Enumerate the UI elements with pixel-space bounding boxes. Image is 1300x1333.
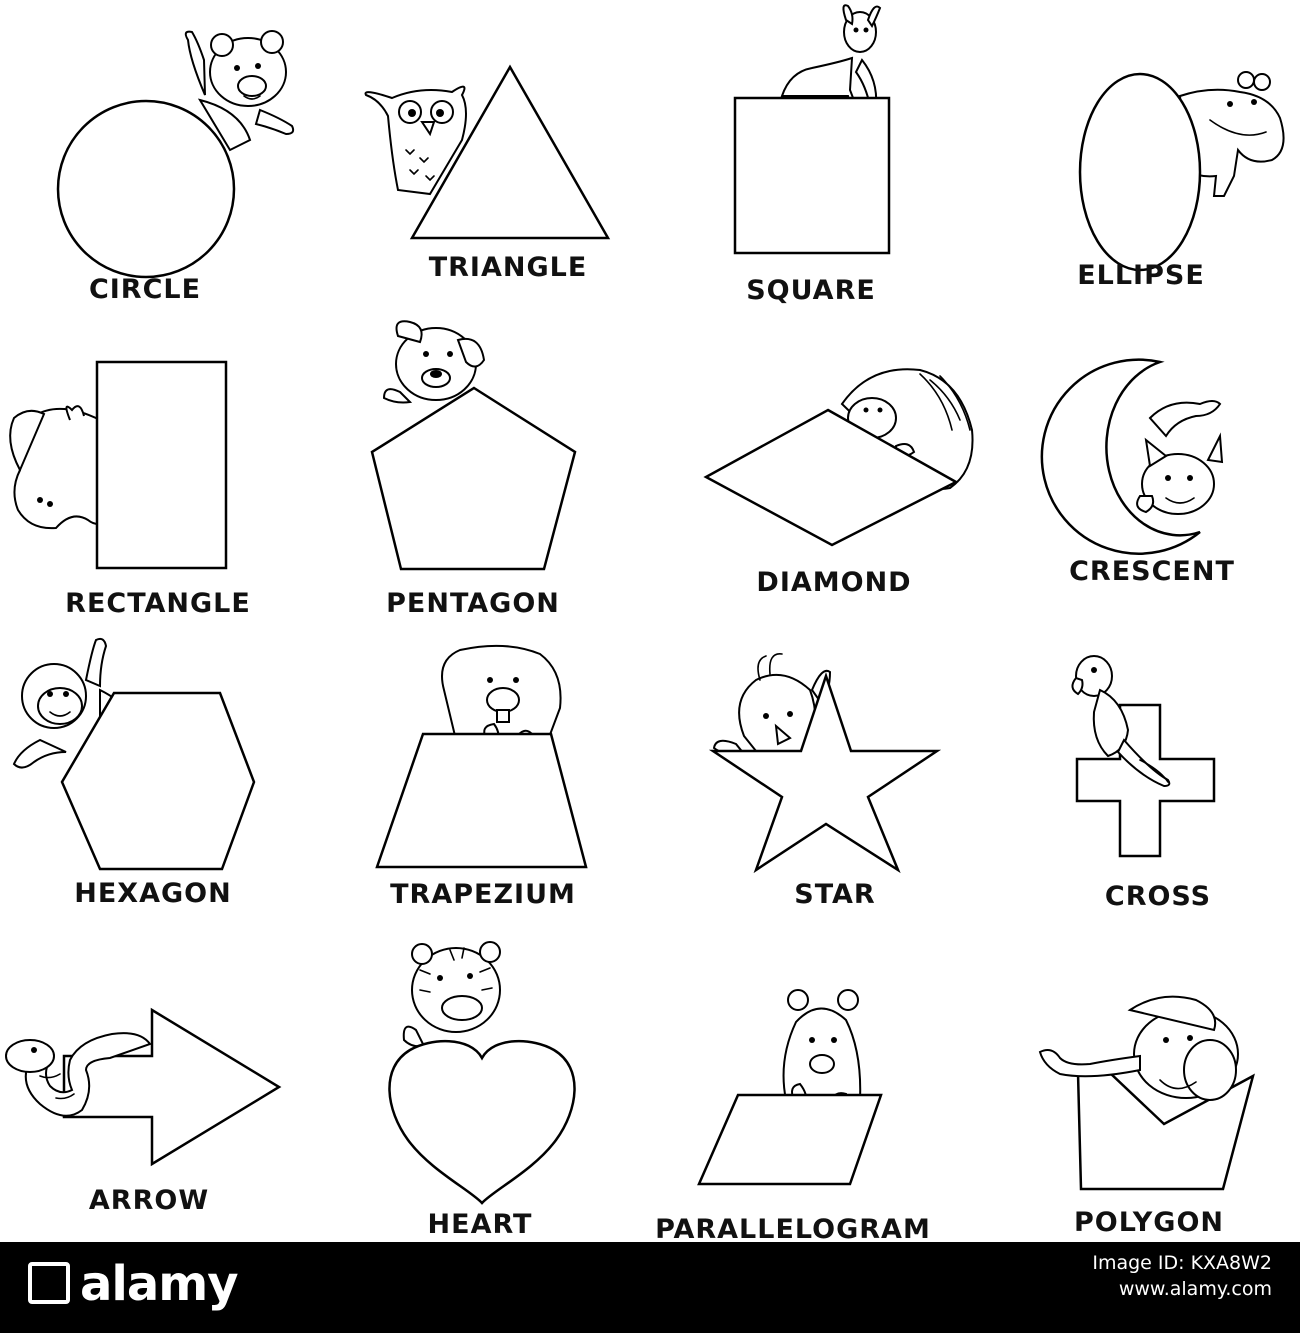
label-heart: HEART — [427, 1209, 533, 1240]
alamy-logo-text: alamy — [80, 1256, 238, 1312]
rectangle-shape — [97, 362, 226, 568]
label-square: SQUARE — [746, 275, 876, 306]
ellipse-shape — [1080, 74, 1200, 270]
pentagon-shape — [372, 388, 575, 569]
label-triangle: TRIANGLE — [428, 252, 588, 283]
tiger-illustration — [404, 942, 500, 1046]
label-hexagon: HEXAGON — [74, 878, 232, 909]
watermark-footer — [0, 1242, 1300, 1333]
alamy-logo-icon — [28, 1262, 70, 1304]
label-polygon: POLYGON — [1073, 1207, 1225, 1238]
arrow-shape — [64, 1010, 279, 1164]
label-ellipse: ELLIPSE — [1077, 260, 1205, 291]
beaver-illustration — [442, 646, 561, 742]
label-cross: CROSS — [1104, 881, 1212, 912]
hexagon-shape — [62, 693, 254, 869]
website-text: www.alamy.com — [1118, 1278, 1272, 1300]
square-shape — [735, 98, 889, 253]
trapezium-shape — [377, 734, 586, 867]
label-rectangle: RECTANGLE — [65, 588, 251, 619]
rat-illustration — [784, 990, 861, 1106]
cat-illustration — [1137, 401, 1222, 514]
label-pentagon: PENTAGON — [386, 588, 560, 619]
parallelogram-shape — [699, 1095, 881, 1184]
label-parallelogram: PARALLELOGRAM — [655, 1214, 931, 1242]
label-crescent: CRESCENT — [1069, 556, 1235, 587]
image-id-text: Image ID: KXA8W2 — [1092, 1252, 1272, 1274]
circle-shape — [58, 101, 234, 277]
label-arrow: ARROW — [88, 1185, 210, 1216]
label-star: STAR — [794, 879, 876, 910]
alamy-logo — [28, 1256, 238, 1312]
label-trapezium: TRAPEZIUM — [390, 879, 576, 910]
image-id-block — [1092, 1250, 1272, 1302]
heart-shape — [389, 1041, 574, 1203]
label-circle: CIRCLE — [88, 274, 202, 305]
elephant-illustration — [1040, 997, 1238, 1100]
label-diamond: DIAMOND — [756, 567, 912, 598]
